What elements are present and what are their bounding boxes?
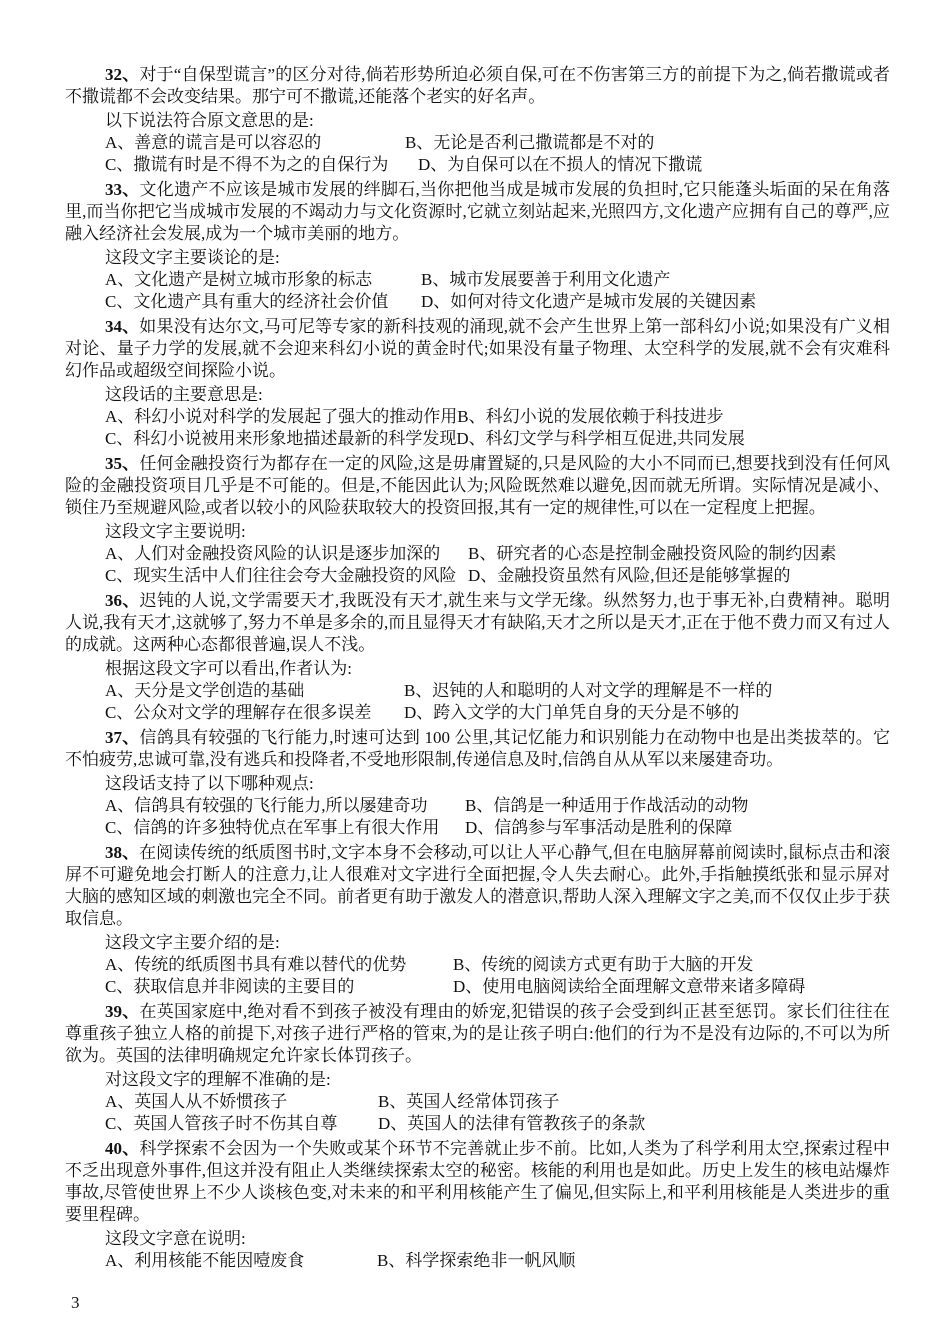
question-prompt: 对这段文字的理解不准确的是: bbox=[105, 1070, 331, 1089]
option-a: A、信鸽具有较强的飞行能力,所以屡建奇功 bbox=[105, 796, 428, 815]
question-38 bbox=[65, 842, 890, 998]
option-b: B、研究者的心态是控制金融投资风险的制约因素 bbox=[468, 544, 837, 563]
question-prompt: 这段文字主要谈论的是: bbox=[105, 248, 280, 267]
question-stem-text: 任何金融投资行为都存在一定的风险,这是毋庸置疑的,只是风险的大小不同而已,想要找到没有任何风险的金融投资项目几乎是不可能的。但是,不能因此认为;风险既然难以避免,因而就无所谓。实际情况是减小、锁住乃至规避风险,或者以较小的风险获取较大的投资回报,其有一定的规律性,可以在一定程度上把握。 bbox=[65, 454, 891, 517]
option-row bbox=[105, 428, 890, 450]
question-prompt: 以下说法符合原文意思的是: bbox=[105, 111, 314, 130]
question-stem-text: 在英国家庭中,绝对看不到孩子被没有理由的娇宠,犯错误的孩子会受到纠正甚至惩罚。家长们往往在尊重孩子独立人格的前提下,对孩子进行严格的管束,为的是让孩子明白:他们的行为不是没有边际的,不可以为所欲为。英国的法律明确规定允许家长体罚孩子。 bbox=[65, 1002, 890, 1065]
question-39 bbox=[65, 1001, 890, 1135]
option-row bbox=[105, 1250, 890, 1272]
question-stem-text: 对于“自保型谎言”的区分对待,倘若形势所迫必须自保,可在不伤害第三方的前提下为之,倘若撒谎或者不撒谎都不会改变结果。那宁可不撒谎,还能落个老实的好名声。 bbox=[65, 65, 891, 106]
question-stem-text: 在阅读传统的纸质图书时,文字本身不会移动,可以让人平心静气,但在电脑屏幕前阅读时,鼠标点击和滚屏不可避免地会打断人的注意力,让人很难对文字进行全面把握,令人失去耐心。此外,手指触摸纸张和显示屏对大脑的感知区域的刺激也完全不同。前者更有助于激发人的潜意识,帮助人深入理解文字之美,而不仅仅止步于获取信息。 bbox=[65, 843, 890, 928]
option-d: D、科幻文学与科学相互促进,共同发展 bbox=[456, 429, 745, 448]
option-d: D、信鸽参与军事活动是胜利的保障 bbox=[465, 818, 733, 837]
question-stem-text: 迟钝的人说,文学需要天才,我既没有天才,就生来与文学无缘。纵然努力,也于事无补,白费精神。聪明人说,我有天才,这就够了,努力不单是多余的,而且显得天才有缺陷,天才之所以是天才,正在于他不费力而又有过人的成就。这两种心态都很普遍,误人不浅。 bbox=[65, 591, 890, 654]
option-a: A、善意的谎言是可以容忍的 bbox=[105, 133, 322, 152]
question-32 bbox=[65, 64, 890, 176]
option-c: C、获取信息并非阅读的主要目的 bbox=[105, 977, 355, 996]
option-row bbox=[105, 154, 890, 176]
option-row bbox=[105, 954, 890, 976]
option-row bbox=[105, 132, 890, 154]
question-37 bbox=[65, 727, 890, 839]
question-stem bbox=[65, 1138, 890, 1226]
option-c: C、信鸽的许多独特优点在军事上有很大作用 bbox=[105, 818, 440, 837]
question-34 bbox=[65, 316, 890, 450]
question-number: 36、 bbox=[105, 591, 140, 610]
option-a: A、科幻小说对科学的发展起了强大的推动作用 bbox=[105, 407, 458, 426]
option-d: D、为自保可以在不损人的情况下撒谎 bbox=[418, 155, 703, 174]
option-row bbox=[105, 976, 890, 998]
option-d: D、英国人的法律有管教孩子的条款 bbox=[378, 1114, 646, 1133]
option-b: B、科学探索绝非一帆风顺 bbox=[377, 1251, 576, 1270]
option-row bbox=[105, 702, 890, 724]
question-stem-text: 科学探索不会因为一个失败或某个环节不完善就止步不前。比如,人类为了科学利用太空,探索过程中不乏出现意外事件,但这并没有阻止人类继续探索太空的秘密。核能的利用也是如此。历史上发生的核电站爆炸事故,尽管使世界上不少人谈核色变,对未来的和平利用核能产生了偏见,但实际上,和平利用核能是人类进步的重要里程碑。 bbox=[65, 1139, 890, 1224]
option-c: C、科幻小说被用来形象地描述最新的科学发现 bbox=[105, 429, 457, 448]
option-row bbox=[105, 795, 890, 817]
question-number: 39、 bbox=[105, 1002, 140, 1021]
option-b: B、信鸽是一种适用于作战活动的动物 bbox=[465, 796, 749, 815]
question-stem bbox=[65, 842, 890, 930]
option-a: A、传统的纸质图书具有难以替代的优势 bbox=[105, 955, 407, 974]
question-stem bbox=[65, 316, 890, 382]
option-row bbox=[105, 817, 890, 839]
option-c: C、撒谎有时是不得不为之的自保行为 bbox=[105, 155, 389, 174]
page-number: 3 bbox=[71, 1293, 80, 1312]
option-c: C、公众对文学的理解存在很多误差 bbox=[105, 703, 372, 722]
option-a: A、文化遗产是树立城市形象的标志 bbox=[105, 270, 373, 289]
question-prompt: 这段话的主要意思是: bbox=[105, 385, 263, 404]
option-a: A、人们对金融投资风险的认识是逐步加深的 bbox=[105, 544, 441, 563]
question-stem-text: 如果没有达尔文,马可尼等专家的新科技观的涌现,就不会产生世界上第一部科幻小说;如果没有广义相对论、量子力学的发展,就不会迎来科幻小说的黄金时代;如果没有量子物理、太空科学的发展,就不会有灾难科幻作品或超级空间探险小说。 bbox=[65, 317, 890, 380]
question-stem bbox=[65, 727, 890, 771]
question-prompt: 这段文字意在说明: bbox=[105, 1229, 246, 1248]
option-row bbox=[105, 1091, 890, 1113]
question-40 bbox=[65, 1138, 890, 1272]
option-a: A、利用核能不能因噎废食 bbox=[105, 1251, 305, 1270]
option-row bbox=[105, 291, 890, 313]
option-d: D、金融投资虽然有风险,但还是能够掌握的 bbox=[468, 566, 791, 585]
question-number: 33、 bbox=[105, 180, 140, 199]
question-number: 40、 bbox=[105, 1139, 140, 1158]
option-row bbox=[105, 406, 890, 428]
question-35 bbox=[65, 453, 890, 587]
question-prompt: 这段话支持了以下哪种观点: bbox=[105, 774, 314, 793]
question-number: 37、 bbox=[105, 728, 140, 747]
question-prompt: 这段文字主要介绍的是: bbox=[105, 933, 280, 952]
option-b: B、无论是否利己撒谎都是不对的 bbox=[405, 133, 655, 152]
option-row bbox=[105, 543, 890, 565]
question-prompt: 根据这段文字可以看出,作者认为: bbox=[105, 659, 352, 678]
option-b: B、城市发展要善于利用文化遗产 bbox=[421, 270, 671, 289]
question-stem bbox=[65, 179, 890, 245]
question-number: 38、 bbox=[105, 843, 140, 862]
option-a: A、英国人从不娇惯孩子 bbox=[105, 1092, 288, 1111]
question-33 bbox=[65, 179, 890, 313]
option-d: D、跨入文学的大门单凭自身的天分是不够的 bbox=[404, 703, 740, 722]
question-number: 35、 bbox=[105, 454, 140, 473]
option-d: D、如何对待文化遗产是城市发展的关键因素 bbox=[421, 292, 757, 311]
question-36 bbox=[65, 590, 890, 724]
option-d: D、使用电脑阅读给全面理解文意带来诸多障碍 bbox=[453, 977, 806, 996]
option-a: A、天分是文学创造的基础 bbox=[105, 681, 305, 700]
question-stem bbox=[65, 64, 890, 108]
option-c: C、现实生活中人们往往会夸大金融投资的风险 bbox=[105, 566, 457, 585]
question-number: 32、 bbox=[105, 65, 140, 84]
question-stem-text: 信鸽具有较强的飞行能力,时速可达到 100 公里,其记忆能力和识别能力在动物中也是出类拔萃的。它不怕疲劳,忠诚可靠,没有逃兵和投降者,不受地形限制,传递信息及时,信鸽自从从军以来屡建奇功。 bbox=[65, 728, 890, 769]
question-stem bbox=[65, 453, 890, 519]
option-b: B、科幻小说的发展依赖于科技进步 bbox=[457, 407, 724, 426]
option-row bbox=[105, 1113, 890, 1135]
question-prompt: 这段文字主要说明: bbox=[105, 522, 246, 541]
option-row bbox=[105, 680, 890, 702]
option-row bbox=[105, 269, 890, 291]
option-b: B、传统的阅读方式更有助于大脑的开发 bbox=[453, 955, 754, 974]
question-stem bbox=[65, 590, 890, 656]
option-b: B、迟钝的人和聪明的人对文学的理解是不一样的 bbox=[404, 681, 773, 700]
option-b: B、英国人经常体罚孩子 bbox=[378, 1092, 560, 1111]
question-stem bbox=[65, 1001, 890, 1067]
option-row bbox=[105, 565, 890, 587]
option-c: C、文化遗产具有重大的经济社会价值 bbox=[105, 292, 389, 311]
question-stem-text: 文化遗产不应该是城市发展的绊脚石,当你把他当成是城市发展的负担时,它只能蓬头垢面的呆在角落里,而当你把它当成城市发展的不竭动力与文化资源时,它就立刻站起来,光照四方,文化遗产应拥有自己的尊严,应融入经济社会发展,成为一个城市美丽的地方。 bbox=[65, 180, 890, 243]
option-c: C、英国人管孩子时不伤其自尊 bbox=[105, 1114, 338, 1133]
question-number: 34、 bbox=[105, 317, 140, 336]
